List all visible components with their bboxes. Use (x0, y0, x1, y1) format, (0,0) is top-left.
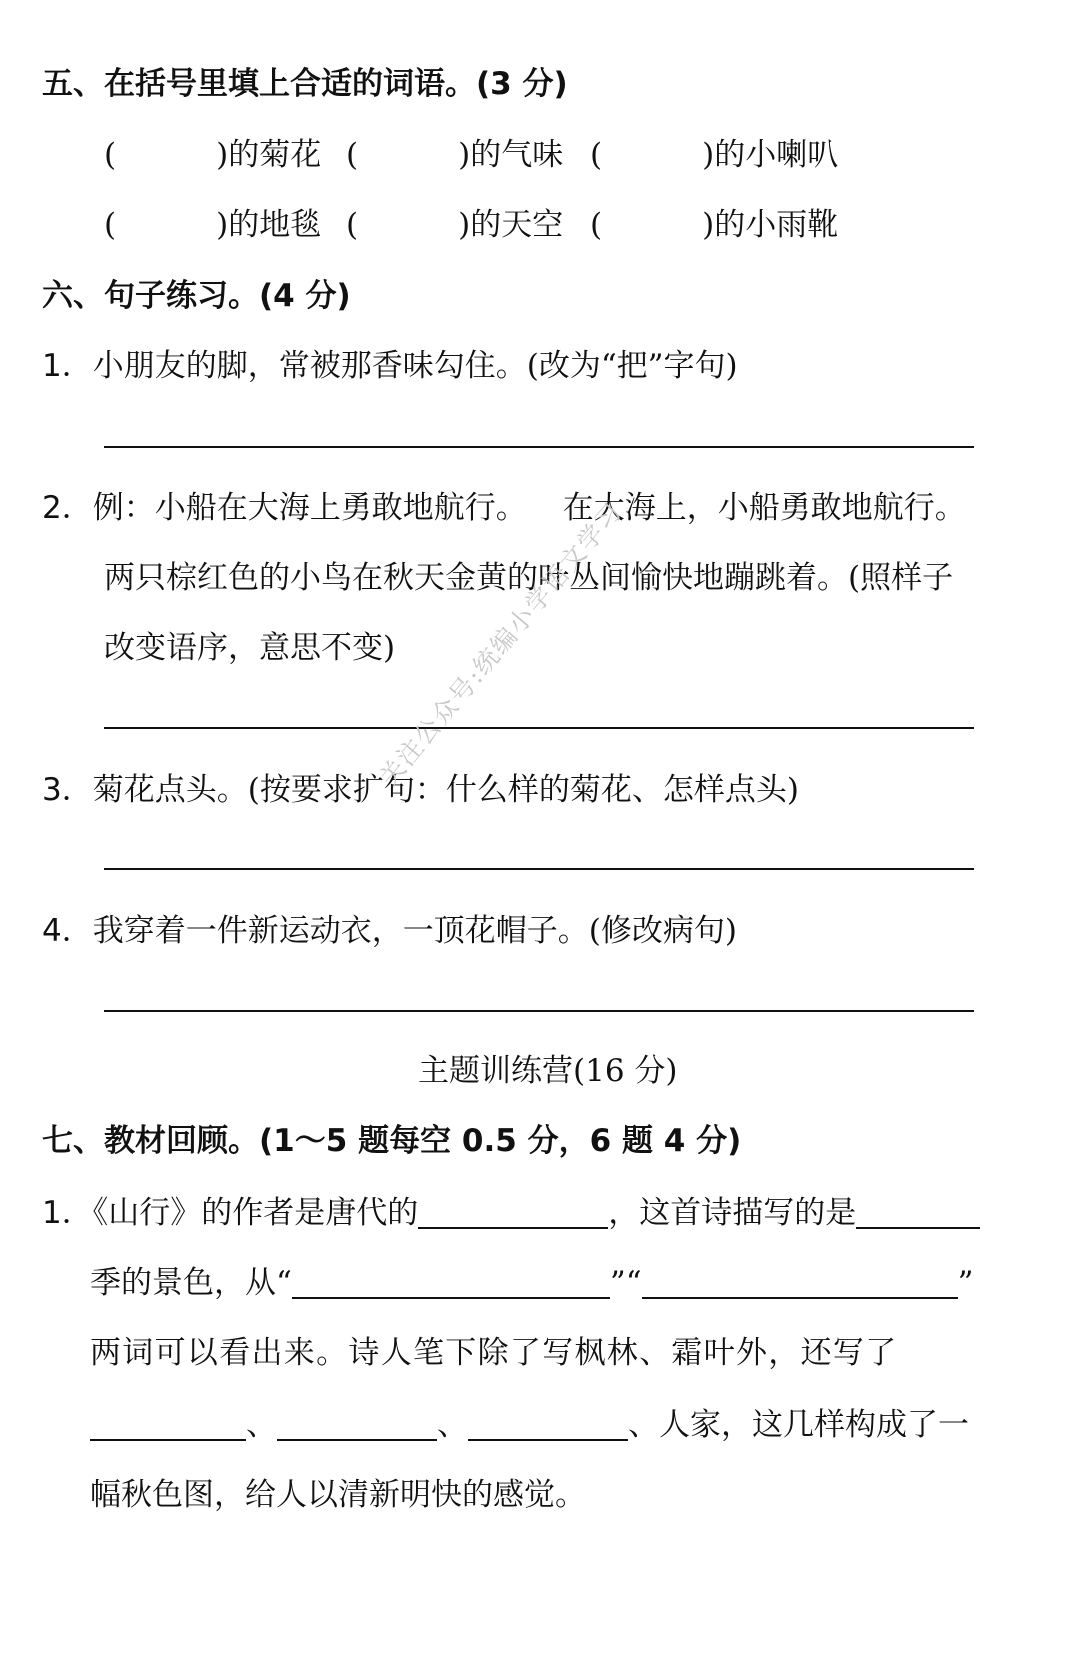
paren-open: ( (346, 207, 359, 243)
question-7-1-line3: 两词可以看出来。诗人笔下除了写枫林、霜叶外，还写了 (90, 1335, 898, 1371)
section5-heading: 五、在括号里填上合适的词语。(3 分) (42, 66, 568, 102)
question-7-1-line1 (42, 1187, 980, 1232)
fill-item: 的地毯 (228, 207, 322, 243)
paren-close: ) (702, 137, 715, 173)
paren-open: ( (590, 207, 603, 243)
question-6-2 (42, 482, 966, 527)
paren-open: ( (346, 137, 359, 173)
answer-blank[interactable] (90, 1409, 246, 1441)
question-7-1-line4 (90, 1399, 969, 1444)
fill-item: 的小喇叭 (714, 137, 839, 173)
question-text: 、人家，这几样构成了一 (628, 1407, 969, 1443)
fill-item: 的菊花 (228, 137, 322, 173)
example-sentence: 例：小船在大海上勇敢地航行。 (92, 490, 527, 526)
question-7-1-line2 (90, 1257, 973, 1302)
paren-open: ( (104, 137, 117, 173)
question-6-4 (42, 905, 737, 950)
paren-close: ) (216, 207, 229, 243)
section7-heading: 七、教材回顾。(1～5 题每空 0.5 分，6 题 4 分) (42, 1123, 742, 1159)
question-text: 小朋友的脚，常被那香味勾住。(改为“把”字句) (92, 348, 738, 384)
answer-blank[interactable] (292, 1267, 610, 1299)
answer-blank[interactable] (277, 1409, 437, 1441)
question-number: 3． (42, 772, 93, 808)
question-text: 季的景色，从“ (90, 1265, 292, 1301)
paren-open: ( (104, 207, 117, 243)
fill-item: 的小雨靴 (714, 207, 839, 243)
section5-row2 (104, 199, 321, 244)
question-number: 2． (42, 490, 93, 526)
fill-item: 的天空 (470, 207, 564, 243)
question-text: ，这首诗描写的是 (608, 1195, 857, 1231)
answer-line[interactable] (104, 868, 974, 870)
watermark: 关注公众号:统编小学语文学习 (373, 496, 629, 792)
question-number: 4． (42, 913, 93, 949)
answer-line[interactable] (104, 446, 974, 448)
section5-row1 (104, 129, 321, 174)
section5-row2-c (590, 199, 838, 244)
paren-close: ) (458, 137, 471, 173)
quote-mark: ”“ (609, 1265, 642, 1301)
answer-line[interactable] (104, 1010, 974, 1012)
question-6-3 (42, 764, 799, 809)
section5-row1-b (346, 129, 563, 174)
answer-blank[interactable] (856, 1197, 980, 1229)
answer-line[interactable] (104, 727, 974, 729)
paren-close: ) (216, 137, 229, 173)
paren-open: ( (590, 137, 603, 173)
separator: 、 (246, 1407, 277, 1443)
answer-blank[interactable] (418, 1197, 608, 1229)
question-text: 《山行》的作者是唐代的 (92, 1195, 419, 1231)
section5-row2-b (346, 199, 563, 244)
answer-blank[interactable] (468, 1409, 628, 1441)
section6-heading: 六、句子练习。(4 分) (42, 278, 351, 314)
separator: 、 (437, 1407, 468, 1443)
theme-title: 主题训练营(16 分) (418, 1053, 678, 1089)
fill-item: 的气味 (470, 137, 564, 173)
question-text: 我穿着一件新运动衣，一顶花帽子。(修改病句) (92, 913, 737, 949)
question-7-1-line5: 幅秋色图，给人以清新明快的感觉。 (90, 1477, 586, 1513)
section5-row1-c (590, 129, 838, 174)
question-number: 1． (42, 348, 93, 384)
question-6-1 (42, 340, 738, 385)
paren-close: ) (702, 207, 715, 243)
question-number: 1． (42, 1195, 93, 1231)
question-text: 菊花点头。(按要求扩句：什么样的菊花、怎样点头) (92, 772, 799, 808)
answer-blank[interactable] (642, 1267, 958, 1299)
question-6-2-line2: 两只棕红色的小鸟在秋天金黄的叶丛间愉快地蹦跳着。(照样子 (104, 560, 954, 596)
paren-close: ) (458, 207, 471, 243)
question-6-2-line3: 改变语序，意思不变) (104, 630, 396, 666)
quote-mark: ” (957, 1265, 974, 1301)
example-result: 在大海上，小船勇敢地航行。 (562, 490, 966, 526)
